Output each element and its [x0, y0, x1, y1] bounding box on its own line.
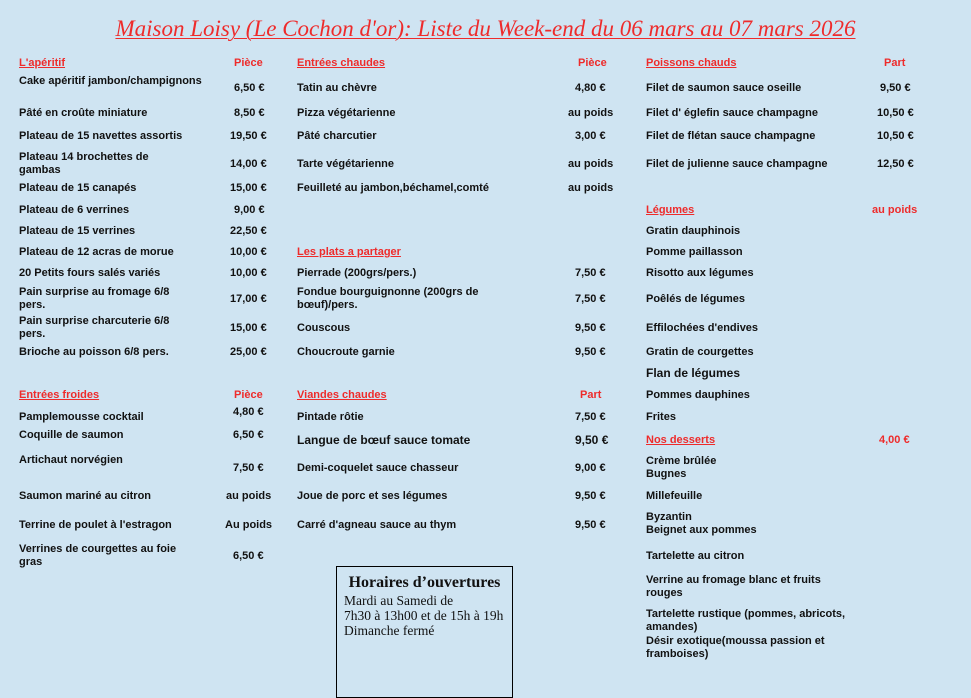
menu-item-name: Coquille de saumon — [19, 429, 124, 441]
menu-item-price: 9,50 € — [575, 519, 606, 531]
opening-hours-line: 7h30 à 13h00 et de 15h à 19h — [344, 608, 504, 623]
menu-item-price: au poids — [568, 182, 614, 194]
menu-item-name: Millefeuille — [646, 490, 703, 502]
menu-item-price: 10,50 € — [877, 130, 914, 142]
section-viandes-chaudes-title: Viandes chaudes — [297, 389, 387, 401]
menu-item-name: Pamplemousse cocktail — [19, 411, 144, 423]
menu-item-price: 15,00 € — [230, 322, 267, 334]
menu-item-price: 7,50 € — [575, 267, 606, 279]
menu-item-price: Au poids — [225, 519, 273, 531]
menu-item-name: Verrine au fromage blanc et fruits rouges — [646, 574, 821, 599]
menu-item-name: Bugnes — [646, 468, 687, 480]
section-viandes-chaudes-unit: Part — [580, 389, 602, 401]
menu-item-name: Pâté charcutier — [297, 130, 377, 142]
menu-item-name: Filet de saumon sauce oseille — [646, 82, 802, 94]
section-entrees-froides-title: Entrées froides — [19, 389, 100, 401]
menu-item-price: 9,50 € — [575, 346, 606, 358]
section-poissons-chauds-title: Poissons chauds — [646, 57, 737, 69]
menu-item-name: Risotto aux légumes — [646, 267, 754, 279]
menu-item-name: Tatin au chèvre — [297, 82, 377, 94]
section-legumes-title: Légumes — [646, 204, 695, 216]
menu-item-name: Plateau de 12 acras de morue — [19, 246, 174, 258]
menu-item-name: Filet de flétan sauce champagne — [646, 130, 816, 142]
section-entrees-chaudes-title: Entrées chaudes — [297, 57, 386, 69]
opening-hours-title: Horaires d’ouvertures — [348, 574, 501, 591]
section-desserts-price: 4,00 € — [879, 434, 910, 446]
menu-item-price: 7,50 € — [575, 293, 606, 305]
menu-item-price: 10,00 € — [230, 267, 267, 279]
menu-item-name: Effilochées d'endives — [646, 322, 759, 334]
menu-item-name: Couscous — [297, 322, 351, 334]
section-legumes-unit: au poids — [872, 204, 918, 216]
menu-item-name: Cake apéritif jambon/champignons — [19, 75, 202, 87]
menu-item-name: Filet d' églefin sauce champagne — [646, 107, 818, 119]
menu-item-name: Langue de bœuf sauce tomate — [297, 433, 471, 447]
menu-item-name: Choucroute garnie — [297, 346, 395, 358]
menu-item-name: Pintade rôtie — [297, 411, 364, 423]
section-aperitif-unit: Pièce — [234, 57, 263, 69]
menu-item-name: Crème brûlée — [646, 455, 717, 467]
menu-item-price: 9,00 € — [575, 462, 606, 474]
menu-item-name: Byzantin — [646, 511, 692, 523]
menu-item-name: Flan de légumes — [646, 366, 741, 380]
menu-item-price: 17,00 € — [230, 293, 267, 305]
opening-hours-line: Mardi au Samedi de — [344, 593, 454, 608]
menu-item-price: 19,50 € — [230, 130, 267, 142]
menu-item-name: Tarte végétarienne — [297, 158, 395, 170]
menu-item-price: 14,00 € — [230, 158, 267, 170]
menu-item-price: 9,50 € — [575, 322, 606, 334]
menu-item-name: Tartelette rustique (pommes, abricots, amandes) — [646, 608, 846, 633]
menu-item-name: Pomme paillasson — [646, 246, 743, 258]
menu-item-name: Carré d'agneau sauce au thym — [297, 519, 457, 531]
menu-item-price: 9,50 € — [880, 82, 911, 94]
menu-item-name: Filet de julienne sauce champagne — [646, 158, 828, 170]
menu-item-name: Plateau de 15 navettes assortis — [19, 130, 183, 142]
menu-item-name: Gratin dauphinois — [646, 225, 741, 237]
menu-item-price: 6,50 € — [234, 82, 265, 94]
section-desserts-title: Nos desserts — [646, 434, 716, 446]
menu-item-name: Plateau de 15 canapés — [19, 182, 137, 194]
menu-item-name: Feuilleté au jambon,béchamel,comté — [297, 182, 489, 194]
menu-item-price: 7,50 € — [575, 411, 606, 423]
menu-item-price: 22,50 € — [230, 225, 267, 237]
menu-item-price: 9,00 € — [234, 204, 265, 216]
menu-item-price: 4,80 € — [575, 82, 606, 94]
menu-item-name: Verrines de courgettes au foie gras — [19, 543, 177, 568]
menu-item-name: Désir exotique(moussa passion et framboises) — [646, 635, 825, 660]
menu-item-price: 12,50 € — [877, 158, 914, 170]
menu-item-price: 9,50 € — [575, 433, 609, 447]
menu-item-name: Pommes dauphines — [646, 389, 750, 401]
menu-item-name: Beignet aux pommes — [646, 524, 757, 536]
section-entrees-froides-unit: Pièce — [234, 389, 263, 401]
menu-item-price: 6,50 € — [233, 429, 264, 441]
menu-item-name: Pâté en croûte miniature — [19, 107, 148, 119]
menu-item-name: 20 Petits fours salés variés — [19, 267, 161, 279]
menu-item-name: Tartelette au citron — [646, 550, 745, 562]
menu-item-name: Saumon mariné au citron — [19, 490, 152, 502]
opening-hours-box — [336, 566, 513, 698]
menu-item-price: au poids — [568, 107, 614, 119]
menu-item-name: Pain surprise au fromage 6/8 pers. — [19, 286, 170, 311]
menu-item-name: Pierrade (200grs/pers.) — [297, 267, 417, 279]
menu-item-name: Gratin de courgettes — [646, 346, 754, 358]
menu-item-price: 4,80 € — [233, 406, 264, 418]
menu-item-name: Plateau de 15 verrines — [19, 225, 136, 237]
menu-item-name: Plateau 14 brochettes de gambas — [19, 151, 149, 176]
menu-item-price: 9,50 € — [575, 490, 606, 502]
menu-item-name: Frites — [646, 411, 676, 423]
menu-item-price: 25,00 € — [230, 346, 267, 358]
menu-item-price: 10,00 € — [230, 246, 267, 258]
menu-item-price: 15,00 € — [230, 182, 267, 194]
section-aperitif-title: L'apéritif — [19, 57, 66, 69]
menu-item-price: 7,50 € — [233, 462, 264, 474]
menu-item-price: 3,00 € — [575, 130, 606, 142]
menu-item-name: Pain surprise charcuterie 6/8 pers. — [19, 315, 170, 340]
menu-item-name: Plateau de 6 verrines — [19, 204, 130, 216]
menu-item-name: Pizza végétarienne — [297, 107, 396, 119]
menu-item-name: Demi-coquelet sauce chasseur — [297, 462, 459, 474]
section-plats-partager-title: Les plats a partager — [297, 246, 401, 258]
menu-item-price: au poids — [568, 158, 614, 170]
menu-item-name: Poêlés de légumes — [646, 293, 746, 305]
section-entrees-chaudes-unit: Pièce — [578, 57, 607, 69]
section-poissons-chauds-unit: Part — [884, 57, 906, 69]
menu-item-name: Artichaut norvégien — [19, 454, 123, 466]
menu-item-price: 8,50 € — [234, 107, 265, 119]
menu-item-price: 10,50 € — [877, 107, 914, 119]
menu-item-name: Brioche au poisson 6/8 pers. — [19, 346, 169, 358]
menu-item-price: 6,50 € — [233, 550, 264, 562]
page-title: Maison Loisy (Le Cochon d'or): Liste du Week-end du 06 mars au 07 mars 2026 — [115, 16, 856, 41]
menu-item-name: Fondue bourguignonne (200grs de bœuf)/pers. — [297, 286, 479, 311]
menu-item-name: Joue de porc et ses légumes — [297, 490, 448, 502]
menu-item-price: au poids — [226, 490, 272, 502]
opening-hours-line: Dimanche fermé — [344, 623, 435, 638]
menu-item-name: Terrine de poulet à l'estragon — [19, 519, 172, 531]
